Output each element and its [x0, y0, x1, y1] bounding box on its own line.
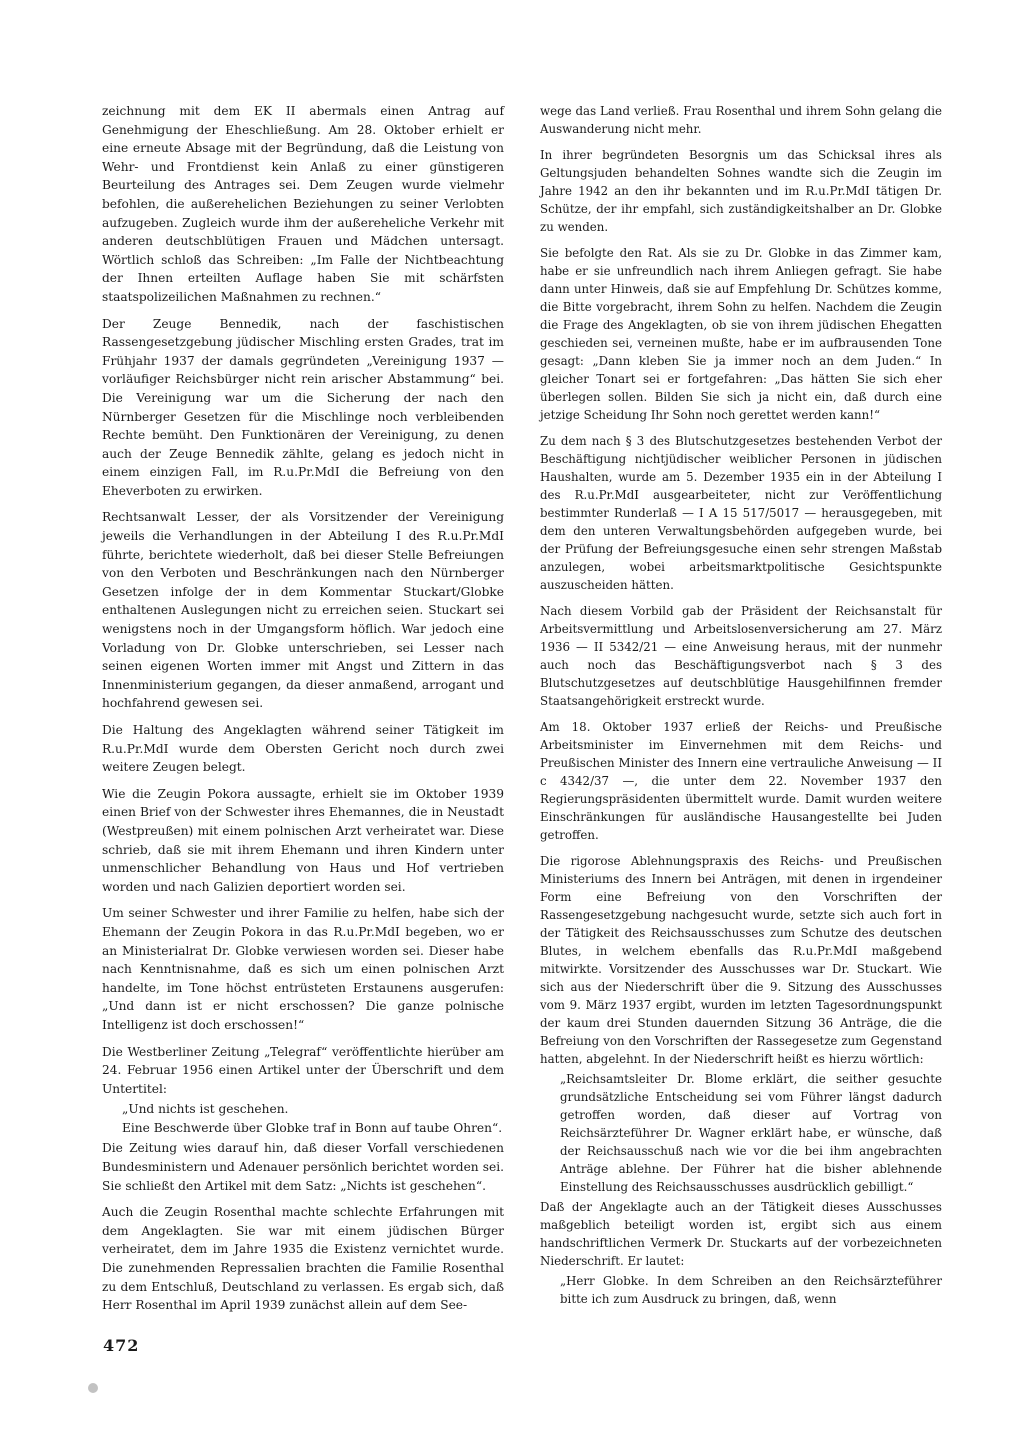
paragraph: Wie die Zeugin Pokora aussagte, erhielt sie im Oktober 1939 einen Brief von der Schwester ihres Ehemannes, die in Neustadt (Westpreußen) mit einem polnischen Arzt verheiratet war. Diese schrieb, daß sie mit ihrem Ehemann und ihren Kindern unter unmenschlicher Behandlung von Haus und Hof vertrieben worden und nach Galizien deportiert worden sei. — [102, 786, 504, 894]
quote-text: „Reichsamtsleiter Dr. Blome erklärt, die seither gesuchte grundsätzliche Entscheidung sei vom Führer längst dadurch getroffen worden, daß dieser auf Vortrag von Reichsärzteführer Dr. Wagner erklärt habe, er wünsche, daß der Reichsausschuß nach wie vor die bei ihm angebrachten Anträge ablehne. Der Führer hat die bisher ablehnende Einstellung des Reichsausschusses ausdrücklich gebilligt.“ — [560, 1072, 942, 1194]
paragraph: Die Westberliner Zeitung „Telegraf“ veröffentlichte hierüber am 24. Februar 1956 einen Artikel unter der Überschrift und dem Untertitel: — [102, 1044, 504, 1096]
paragraph: Nach diesem Vorbild gab der Präsident der Reichsanstalt für Arbeitsvermittlung und Arbeitslosenversicherung am 27. März 1936 — II 5342/21 — eine Anweisung heraus, mit der nunmehr auch noch das Beschäftigungsverbot nach § 3 des Blutschutzgesetzes auf deutschblütige Hausgehilfinnen fremder Staatsangehörigkeit erstreckt wurde. — [540, 604, 942, 708]
left-column — [102, 102, 504, 1323]
quote — [560, 1272, 942, 1308]
quote — [560, 1070, 942, 1196]
paragraph: Daß der Angeklagte auch an der Tätigkeit dieses Ausschusses maßgeblich beteiligt worden ist, ergibt sich aus einem handschriftlichen Vermerk Dr. Stuckarts auf der vorbezeichneten Niederschrift. Er lautet: — [540, 1200, 942, 1268]
paragraph: In ihrer begründeten Besorgnis um das Schicksal ihres als Geltungsjuden behandelten Sohnes wandte sich die Zeugin im Jahre 1942 an den ihr bekannten und im R.u.Pr.MdI tätigen Dr. Schütze, der ihr empfahl, sich zuständigkeitshalber an Dr. Globke zu wenden. — [540, 148, 942, 234]
quote-line: „Und nichts ist geschehen. — [122, 1102, 289, 1117]
paragraph: Die rigorose Ablehnungspraxis des Reichs- und Preußischen Ministeriums des Innern bei Anträgen, mit denen in irgendeiner Form eine Befreiung von den Vorschriften der Rassengesetzgebung nachgesucht wurde, setzte sich auch fort in der Tätigkeit des Reichsausschusses zum Schutze des deutschen Blutes, in welchem ebenfalls das R.u.Pr.MdI maßgebend mitwirkte. Vorsitzender des Ausschusses war Dr. Stuckart. Wie sich aus der Niederschrift über die 9. Sitzung des Ausschusses vom 9. März 1937 ergibt, wurden im letzten Tagesordnungspunkt der kaum drei Stunden dauernden Sitzung 36 Anträge, die die Befreiung von den Vorschriften der Rassegesetze zum Gegenstand hatten, abgelehnt. In der Niederschrift heißt es hierzu wörtlich: — [540, 854, 942, 1066]
paragraph: Um seiner Schwester und ihrer Familie zu helfen, habe sich der Ehemann der Zeugin Pokora in das R.u.Pr.MdI begeben, wo er an Ministerialrat Dr. Globke verwiesen worden sei. Dieser habe nach Kenntnisnahme, daß es sich um einen polnischen Arzt handelte, im Tone höchst entrüsteten Erstaunens ausgerufen: „Und dann ist er nicht erschossen? Die ganze polnische Intelligenz ist doch erschossen!“ — [102, 906, 504, 1032]
page-number: 472 — [103, 1336, 140, 1355]
paragraph: Auch die Zeugin Rosenthal machte schlechte Erfahrungen mit dem Angeklagten. Sie war mit einem jüdischen Bürger verheiratet, dem im Jahre 1935 die Existenz vernichtet wurde. Die zunehmenden Repressalien brachten die Familie Rosenthal zu dem Entschluß, Deutschland zu verlassen. Es ergab sich, daß Herr Rosenthal im April 1939 zunächst allein auf dem See- — [102, 1205, 504, 1313]
quote-line: Eine Beschwerde über Globke traf in Bonn auf taube Ohren“. — [122, 1120, 503, 1135]
paragraph: Rechtsanwalt Lesser, der als Vorsitzender der Vereinigung jeweils die Verhandlungen in der Abteilung I des R.u.Pr.MdI führte, berichtete wiederholt, daß bei dieser Stelle Befreiungen von den Verboten und Beschränkungen nach den Nürnberger Gesetzen infolge der in dem Kommentar Stuckart/Globke enthaltenen Auslegungen nicht zu erreichen seien. Stuckart sei wenigstens noch in der Umgangsform höflich. War jedoch eine Vorladung von Dr. Globke unterschrieben, sei Lesser nach seinen eigenen Worten immer mit Angst und Zittern in das Innenministerium gegangen, da dieser anmaßend, arrogant und hochfahrend gewesen sei. — [102, 510, 504, 711]
right-column — [540, 102, 942, 1308]
paragraph: wege das Land verließ. Frau Rosenthal und ihrem Sohn gelang die Auswanderung nicht mehr. — [540, 104, 942, 136]
paragraph: zeichnung mit dem EK II abermals einen Antrag auf Genehmigung der Eheschließung. Am 28. Oktober erhielt er eine erneute Absage mit der Begründung, daß die Leistung von Wehr- und Frontdienst kein Anlaß zu einer günstigeren Beurteilung des Antrages sei. Dem Zeugen wurde vielmehr befohlen, die außerehelichen Beziehungen zu seiner Verlobten aufzugeben. Zugleich wurde ihm der außereheliche Verkehr mit anderen deutschblütigen Frauen und Mädchen untersagt. Wörtlich schloß das Schreiben: „Im Falle der Nichtbeachtung der Ihnen erteilten Auflage haben Sie mit schärfsten staatspolizeilichen Maßnahmen zu rechnen.“ — [102, 104, 504, 304]
paragraph: Zu dem nach § 3 des Blutschutzgesetzes bestehenden Verbot der Beschäftigung nichtjüdischer weiblicher Personen in jüdischen Haushalten, wurde am 5. Dezember 1935 ein in der Abteilung I des R.u.Pr.MdI ausgearbeiteter, nicht zur Veröffentlichung bestimmter Runderlaß — I A 15 517/5017 — herausgegeben, mit dem den unteren Verwaltungsbehörden aufgegeben wurde, bei der Prüfung der Befreiungsgesuche einen sehr strengen Maßstab anzulegen, wobei arbeitsmarktpolitische Gesichtspunkte auszuscheiden hätten. — [540, 434, 942, 592]
paragraph: Der Zeuge Bennedik, nach der faschistischen Rassengesetzgebung jüdischer Mischling ersten Grades, trat im Frühjahr 1937 der damals gegründeten „Vereinigung 1937 — vorläufiger Reichsbürger nicht rein arischer Abstammung“ bei. Die Vereinigung war um die Sicherung der nach den Nürnberger Gesetzen für die Mischlinge noch verbleibenden Rechte bemüht. Den Funktionären der Vereinigung, zu denen auch der Zeuge Bennedik zählte, gelang es jedoch nicht in einem einzigen Fall, im R.u.Pr.MdI die Befreiung von den Eheverboten zu erwirken. — [102, 316, 504, 498]
paragraph: Die Haltung des Angeklagten während seiner Tätigkeit im R.u.Pr.MdI wurde dem Obersten Gericht noch durch zwei weitere Zeugen belegt. — [102, 723, 504, 775]
quote-text: „Herr Globke. In dem Schreiben an den Reichsärzteführer bitte ich zum Ausdruck zu bringen, daß, wenn — [560, 1274, 942, 1306]
paragraph: Sie befolgte den Rat. Als sie zu Dr. Globke in das Zimmer kam, habe er sie unfreundlich nach ihrem Anliegen gefragt. Sie habe dann unter Hinweis, daß sie auf Empfehlung Dr. Schützes komme, die Bitte vorgebracht, ihrem Sohn zu helfen. Nachdem die Zeugin die Frage des Angeklagten, ob sie von ihrem jüdischen Ehegatten geschieden sei, verneinen mußte, habe er im aufbrausenden Tone gesagt: „Dann kleben Sie ja immer noch an dem Juden.“ In gleicher Tonart sei er fortgefahren: „Das hätten Sie sich eher überlegen sollen. Bilden Sie sich ja nicht ein, daß durch eine jetzige Scheidung Ihr Sohn noch gerettet werden kann!“ — [540, 246, 942, 422]
scan-speck — [88, 1383, 98, 1393]
paragraph: Am 18. Oktober 1937 erließ der Reichs- und Preußische Arbeitsminister im Einvernehmen mit dem Reichs- und Preußischen Minister des Innern eine vertrauliche Anweisung — II c 4342/37 —, die unter dem 22. November 1937 den Regierungspräsidenten übermittelt wurde. Damit wurden weitere Einschränkungen für ausländische Hausangestellte bei Juden getroffen. — [540, 720, 942, 842]
quote — [122, 1100, 504, 1137]
paragraph: Die Zeitung wies darauf hin, daß dieser Vorfall verschiedenen Bundesministern und Adenauer persönlich berichtet worden sei. Sie schließt den Artikel mit dem Satz: „Nichts ist geschehen“. — [102, 1141, 504, 1193]
